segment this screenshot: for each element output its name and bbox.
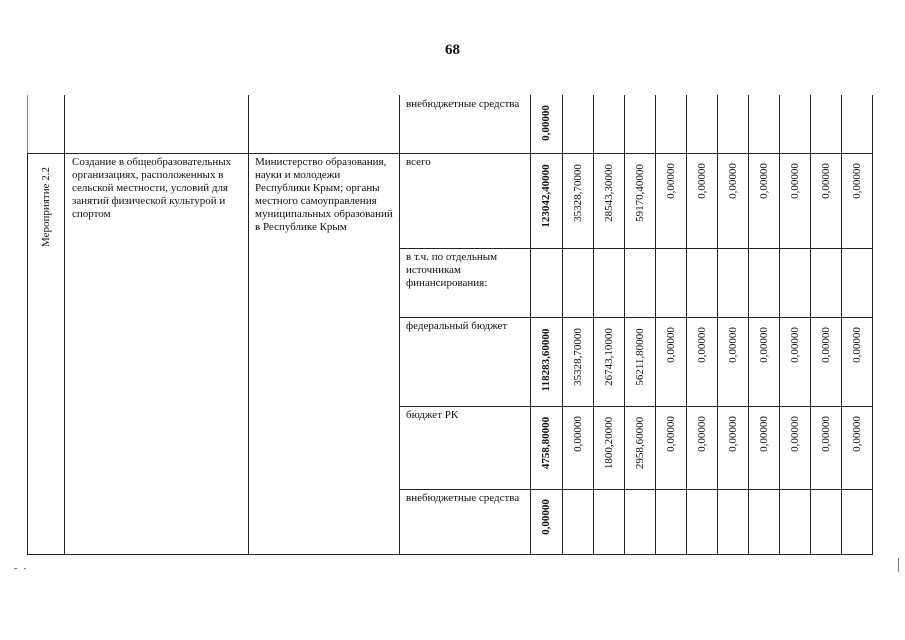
year-amount: 35328,70000 (571, 164, 584, 222)
year-amount: 35328,70000 (571, 328, 584, 386)
year-amount: 0,00000 (664, 415, 677, 452)
scan-mark-left-2 (24, 568, 26, 569)
column-rule (841, 95, 842, 555)
table-border-left (27, 153, 28, 555)
row-rule (399, 248, 872, 249)
column-rule (64, 95, 65, 555)
budget-table (27, 95, 872, 555)
row-rule (27, 153, 872, 154)
column-rule (593, 95, 594, 555)
year-amount: 0,00000 (726, 162, 739, 199)
total-amount: 118283,60000 (540, 328, 552, 392)
funding-source-label: в т.ч. по отдельным источникам финансирования: (406, 251, 498, 289)
table-border-bottom (27, 554, 872, 555)
year-amount: 0,00000 (850, 415, 863, 452)
year-amount: 59170,40000 (633, 164, 646, 222)
year-amount: 0,00000 (695, 162, 708, 199)
measure-executor: Министерство образования, науки и молодежи Республики Крым; органы местного самоуправления муниципальных образований в Республике Крым (255, 156, 393, 233)
year-amount: 26743,10000 (602, 328, 615, 386)
scan-mark-right (898, 558, 899, 572)
table-border-left-top (27, 95, 28, 153)
total-amount: 0,00000 (540, 104, 552, 141)
column-rule (810, 95, 811, 555)
year-amount: 0,00000 (788, 162, 801, 199)
funding-source-label: всего (406, 156, 431, 168)
column-rule (562, 95, 563, 555)
total-amount: 4758,80000 (540, 416, 552, 470)
year-amount: 0,00000 (726, 415, 739, 452)
funding-source-label: внебюджетные средства (406, 98, 520, 110)
column-rule (248, 95, 249, 555)
year-amount: 0,00000 (571, 415, 584, 452)
year-amount: 0,00000 (850, 162, 863, 199)
year-amount: 0,00000 (695, 415, 708, 452)
year-amount: 0,00000 (788, 415, 801, 452)
year-amount: 2958,60000 (633, 416, 646, 470)
measure-description: Создание в общеобразовательных организациях, расположенных в сельской местности, условий для занятий физической культурой и спортом (72, 156, 232, 220)
year-amount: 0,00000 (664, 162, 677, 199)
funding-source-label: бюджет РК (406, 409, 459, 421)
year-amount: 0,00000 (757, 415, 770, 452)
page-number: 68 (445, 42, 460, 58)
year-amount: 28543,30000 (602, 164, 615, 222)
year-amount: 0,00000 (850, 326, 863, 363)
year-amount: 0,00000 (819, 415, 832, 452)
year-amount: 0,00000 (819, 162, 832, 199)
year-amount: 0,00000 (757, 326, 770, 363)
year-amount: 1800,20000 (602, 416, 615, 470)
column-rule (717, 95, 718, 555)
column-rule (686, 95, 687, 555)
measure-code-label: Мероприятие 2.2 (39, 167, 52, 247)
column-rule (779, 95, 780, 555)
scan-mark-left (14, 568, 17, 569)
row-rule (399, 489, 872, 490)
column-rule (530, 95, 531, 555)
year-amount: 56211,80000 (633, 328, 646, 386)
year-amount: 0,00000 (788, 326, 801, 363)
total-amount: 0,00000 (540, 498, 552, 535)
year-amount: 0,00000 (757, 162, 770, 199)
year-amount: 0,00000 (695, 326, 708, 363)
column-rule (624, 95, 625, 555)
funding-source-label: внебюджетные средства (406, 492, 520, 504)
total-amount: 123042,40000 (540, 164, 552, 228)
column-rule (748, 95, 749, 555)
funding-source-label: федеральный бюджет (406, 320, 508, 332)
year-amount: 0,00000 (819, 326, 832, 363)
year-amount: 0,00000 (664, 326, 677, 363)
column-rule (655, 95, 656, 555)
column-rule (399, 95, 400, 555)
row-rule (399, 406, 872, 407)
row-rule (399, 317, 872, 318)
table-border-right (872, 95, 873, 555)
year-amount: 0,00000 (726, 326, 739, 363)
